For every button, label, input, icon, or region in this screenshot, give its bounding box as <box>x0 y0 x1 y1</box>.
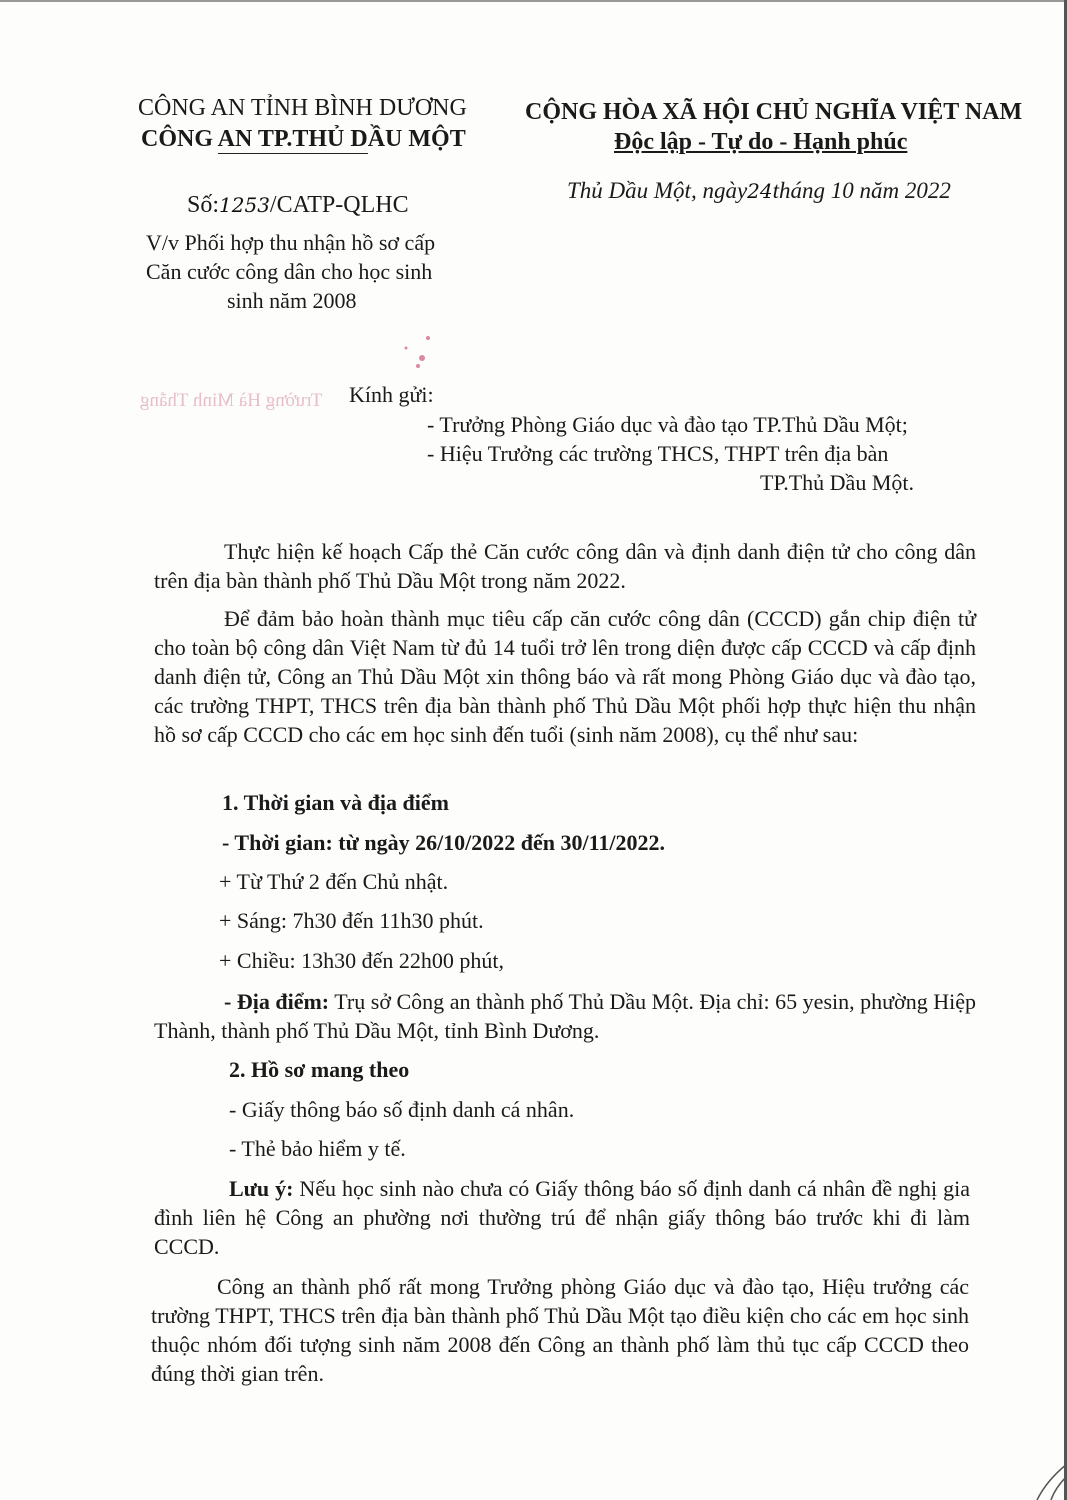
section-2-title: 2. Hồ sơ mang theo <box>229 1057 410 1082</box>
note-paragraph <box>154 1174 970 1261</box>
document-item-1: - Giấy thông báo số định danh cá nhân. <box>229 1097 575 1122</box>
paragraph-purpose: Để đảm bảo hoàn thành mục tiêu cấp căn cước công dân (CCCD) gắn chip điện tử cho toàn bộ công dân Việt Nam từ đủ 14 tuổi trở lên trong diện được cấp CCCD và cấp định danh điện tử, Công an Thủ Dầu Một xin thông báo và rất mong Phòng Giáo dục và đào tạo, các trường THPT, THCS trên địa bàn thành phố Thủ Dầu Một phối hợp thực hiện thu nhận hồ sơ cấp CCCD cho các em học sinh đến tuổi (sinh năm 2008), cụ thể như sau: <box>154 606 976 747</box>
place-date-after: tháng 10 năm 2022 <box>772 178 951 203</box>
stamp-residue-mark <box>400 330 440 380</box>
document-item-2: - Thẻ bảo hiểm y tế. <box>229 1136 406 1161</box>
recipient-1: - Trưởng Phòng Giáo dục và đào tạo TP.Thủ Dầu Một; <box>427 412 908 437</box>
agency-parent: CÔNG AN TỈNH BÌNH DƯƠNG <box>138 95 467 121</box>
location-text: Trụ sở Công an thành phố Thủ Dầu Một. Địa chỉ: 65 yesin, phường Hiệp Thành, thành phố Thủ Dầu Một, tỉnh Bình Dương. <box>154 989 976 1043</box>
number-handwritten: 1253 <box>219 193 270 217</box>
time-range: - Thời gian: từ ngày 26/10/2022 đến 30/11/2022. <box>222 830 666 855</box>
paragraph-intro: Thực hiện kế hoạch Cấp thẻ Căn cước công dân và định danh điện tử cho công dân trên địa bàn thành phố Thủ Dầu Một trong năm 2022. <box>154 539 976 593</box>
national-motto: Độc lập - Tự do - Hạnh phúc <box>614 129 908 155</box>
location-label: - Địa điểm: <box>224 989 330 1014</box>
greeting: Kính gửi: <box>349 382 434 407</box>
time-days: + Từ Thứ 2 đến Chủ nhật. <box>219 869 449 894</box>
note-label: Lưu ý: <box>229 1176 294 1201</box>
note-text: Nếu học sinh nào chưa có Giấy thông báo số định danh cá nhân đề nghị gia đình liên hệ Công an phường nơi thường trú để nhận giấy thông báo trước khi đi làm CCCD. <box>154 1176 971 1259</box>
agency-name-text: CÔNG AN TP.THỦ DẦU MỘT <box>141 126 466 152</box>
number-prefix: Số: <box>187 192 220 218</box>
subject-line-1: V/v Phối hợp thu nhận hồ sơ cấp <box>146 230 436 255</box>
location-paragraph <box>154 987 976 1045</box>
bleed-through-text: Trường Hà Minh Thắng <box>140 390 323 411</box>
subject-line-2: Căn cước công dân cho học sinh <box>146 259 433 284</box>
place-date-before: Thủ Dầu Một, ngày <box>567 178 748 203</box>
time-morning: + Sáng: 7h30 đến 11h30 phút. <box>219 908 484 933</box>
date-day-handwritten: 24 <box>747 179 773 203</box>
subject-line-3: sinh năm 2008 <box>227 288 357 313</box>
agency-name <box>141 124 466 154</box>
agency-underline <box>218 153 368 154</box>
number-suffix: /CATP-QLHC <box>269 192 409 218</box>
document-number <box>187 190 409 220</box>
place-date <box>567 176 951 206</box>
national-title: CỘNG HÒA XÃ HỘI CHỦ NGHĨA VIỆT NAM <box>525 99 1023 125</box>
time-afternoon: + Chiều: 13h30 đến 22h00 phút, <box>219 948 504 973</box>
section-1-title: 1. Thời gian và địa điểm <box>222 790 449 815</box>
recipient-2-cont: TP.Thủ Dầu Một. <box>760 470 914 495</box>
page-corner-curl <box>1007 1460 1067 1500</box>
scan-edge-top <box>0 0 1067 2</box>
recipient-2: - Hiệu Trưởng các trường THCS, THPT trên địa bàn <box>427 441 889 466</box>
closing-paragraph: Công an thành phố rất mong Trưởng phòng Giáo dục và đào tạo, Hiệu trưởng các trường THPT, THCS trên địa bàn thành phố Thủ Dầu Một tạo điều kiện cho các em học sinh thuộc nhóm đối tượng sinh năm 2008 đến Công an thành phố làm thủ tục cấp CCCD theo đúng thời gian trên. <box>151 1274 969 1386</box>
